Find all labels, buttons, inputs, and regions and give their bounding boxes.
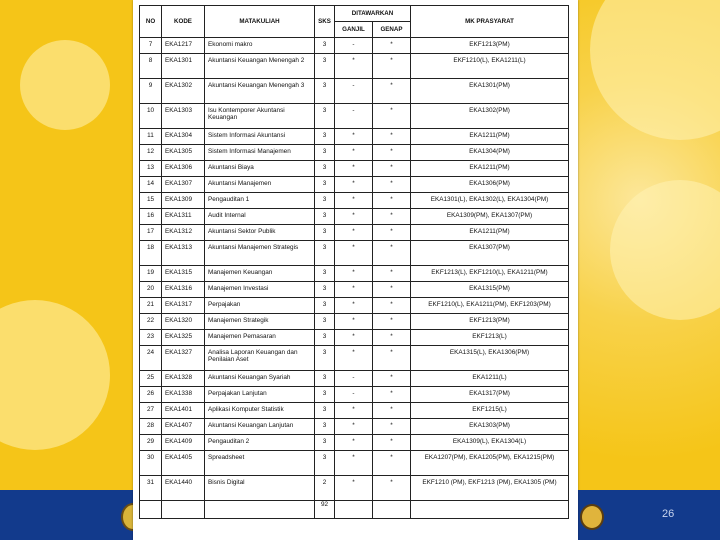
cell-matakuliah: Akuntansi Biaya [205,161,315,177]
cell-genap: * [373,298,411,314]
header-no: NO [140,6,162,38]
cell-ganjil: * [335,298,373,314]
cell-kode: EKA1320 [162,314,205,330]
header-ganjil: GANJIL [335,22,373,38]
cell-matakuliah: Isu Kontemporer Akuntansi Keuangan [205,104,315,129]
cell-prasyarat: EKA1211(PM) [411,225,569,241]
cell-sks: 3 [315,314,335,330]
cell-no: 27 [140,403,162,419]
cell-kode: EKA1401 [162,403,205,419]
cell-matakuliah: Manajemen Keuangan [205,266,315,282]
cell-sks: 3 [315,371,335,387]
cell-kode: EKA1316 [162,282,205,298]
cell-no: 21 [140,298,162,314]
cell-matakuliah: Aplikasi Komputer Statistik [205,403,315,419]
table-row [140,387,569,403]
cell-kode: EKA1327 [162,346,205,371]
cell-ganjil: * [335,209,373,225]
cell-matakuliah: Akuntansi Keuangan Lanjutan [205,419,315,435]
cell-no: 13 [140,161,162,177]
cell-sks: 3 [315,451,335,476]
cell-sks: 3 [315,241,335,266]
cell-genap: * [373,177,411,193]
table-row [140,435,569,451]
cell-prasyarat: EKA1306(PM) [411,177,569,193]
cell-kode: EKA1317 [162,298,205,314]
cell-ganjil: * [335,241,373,266]
cell-genap: * [373,346,411,371]
table-row [140,38,569,54]
cell-genap: * [373,435,411,451]
cell-ganjil: - [335,79,373,104]
cell-kode: EKA1304 [162,129,205,145]
cell-matakuliah: Akuntansi Manajemen Strategis [205,241,315,266]
cell-prasyarat: EKA1309(L), EKA1304(L) [411,435,569,451]
cell-no: 18 [140,241,162,266]
cell-matakuliah: Akuntansi Sektor Publik [205,225,315,241]
cell-genap: * [373,266,411,282]
cell-prasyarat: EKA1307(PM) [411,241,569,266]
cell-kode: EKA1312 [162,225,205,241]
cell-sks: 3 [315,54,335,79]
cell-genap: * [373,282,411,298]
decorative-flower [0,300,110,450]
header-kode: KODE [162,6,205,38]
cell-prasyarat: EKA1301(PM) [411,79,569,104]
cell-genap: * [373,419,411,435]
university-logo [580,504,604,530]
cell-kode: EKA1440 [162,476,205,501]
table-row [140,104,569,129]
cell-ganjil: * [335,435,373,451]
table-row [140,371,569,387]
cell-sks: 3 [315,79,335,104]
cell-ganjil: - [335,371,373,387]
cell-sks: 3 [315,104,335,129]
table-row [140,161,569,177]
course-table [139,5,569,519]
cell-prasyarat: EKA1315(L), EKA1306(PM) [411,346,569,371]
cell-ganjil: * [335,330,373,346]
cell-sks: 3 [315,346,335,371]
cell-sks: 3 [315,193,335,209]
cell-kode: EKA1309 [162,193,205,209]
cell-matakuliah: Ekonomi makro [205,38,315,54]
table-row [140,241,569,266]
cell-prasyarat: EKA1317(PM) [411,387,569,403]
header-ditawarkan: DITAWARKAN [335,6,411,22]
cell-sks: 3 [315,225,335,241]
cell-matakuliah: Perpajakan Lanjutan [205,387,315,403]
cell-genap: * [373,225,411,241]
cell-genap: * [373,161,411,177]
table-row [140,282,569,298]
table-row [140,209,569,225]
total-sks: 92 [315,501,335,519]
decorative-flower [610,180,720,320]
cell-ganjil: * [335,419,373,435]
cell-sks: 3 [315,177,335,193]
table-row [140,419,569,435]
cell-prasyarat: EKF1210(L), EKA1211(PM), EKF1203(PM) [411,298,569,314]
cell-genap: * [373,403,411,419]
table-row [140,193,569,209]
cell-no: 19 [140,266,162,282]
cell-matakuliah: Perpajakan [205,298,315,314]
cell-genap: * [373,476,411,501]
header-prasyarat: MK PRASYARAT [411,6,569,38]
cell-genap: * [373,104,411,129]
cell-no: 14 [140,177,162,193]
cell-prasyarat: EKA1302(PM) [411,104,569,129]
cell-sks: 3 [315,209,335,225]
cell-sks: 3 [315,282,335,298]
cell-prasyarat: EKF1213(PM) [411,314,569,330]
table-row [140,79,569,104]
cell-no: 17 [140,225,162,241]
cell-no: 9 [140,79,162,104]
table-row [140,298,569,314]
decorative-flower [590,0,720,140]
table-row [140,451,569,476]
cell-genap: * [373,371,411,387]
cell-no: 30 [140,451,162,476]
cell-ganjil: * [335,177,373,193]
cell-prasyarat: EKA1211(PM) [411,129,569,145]
cell-ganjil: * [335,193,373,209]
cell-sks: 3 [315,266,335,282]
cell-no: 12 [140,145,162,161]
cell-matakuliah: Analisa Laporan Keuangan dan Penilaian Aset [205,346,315,371]
cell-sks: 3 [315,419,335,435]
cell-genap: * [373,129,411,145]
cell-kode: EKA1407 [162,419,205,435]
cell-matakuliah: Akuntansi Keuangan Syariah [205,371,315,387]
header-genap: GENAP [373,22,411,38]
cell-genap: * [373,145,411,161]
cell-kode: EKA1311 [162,209,205,225]
table-row [140,403,569,419]
cell-ganjil: * [335,346,373,371]
cell-no: 28 [140,419,162,435]
cell-no: 24 [140,346,162,371]
cell-no: 16 [140,209,162,225]
cell-sks: 3 [315,145,335,161]
cell-no: 26 [140,387,162,403]
cell-no: 7 [140,38,162,54]
cell-prasyarat: EKA1211(L) [411,371,569,387]
cell-no: 31 [140,476,162,501]
cell-matakuliah: Sistem Informasi Akuntansi [205,129,315,145]
cell-sks: 3 [315,435,335,451]
cell-ganjil: - [335,387,373,403]
cell-genap: * [373,209,411,225]
cell-matakuliah: Manajemen Investasi [205,282,315,298]
cell-no: 25 [140,371,162,387]
cell-sks: 3 [315,403,335,419]
cell-matakuliah: Pengauditan 2 [205,435,315,451]
cell-ganjil: * [335,54,373,79]
cell-genap: * [373,330,411,346]
cell-matakuliah: Spreadsheet [205,451,315,476]
cell-prasyarat: EKA1315(PM) [411,282,569,298]
cell-kode: EKA1328 [162,371,205,387]
table-row [140,346,569,371]
cell-prasyarat: EKA1303(PM) [411,419,569,435]
cell-ganjil: * [335,129,373,145]
cell-no: 11 [140,129,162,145]
cell-ganjil: * [335,266,373,282]
cell-no: 8 [140,54,162,79]
cell-genap: * [373,193,411,209]
cell-matakuliah: Audit Internal [205,209,315,225]
cell-kode: EKA1405 [162,451,205,476]
table-row [140,476,569,501]
cell-matakuliah: Akuntansi Manajemen [205,177,315,193]
cell-genap: * [373,241,411,266]
cell-genap: * [373,314,411,330]
table-row [140,225,569,241]
total-row [140,501,569,519]
table-row [140,129,569,145]
cell-sks: 3 [315,129,335,145]
cell-kode: EKA1301 [162,54,205,79]
cell-sks: 3 [315,38,335,54]
cell-prasyarat: EKF1210(L), EKA1211(L) [411,54,569,79]
cell-matakuliah: Pengauditan 1 [205,193,315,209]
cell-matakuliah: Akuntansi Keuangan Menengah 2 [205,54,315,79]
cell-kode: EKA1306 [162,161,205,177]
cell-prasyarat: EKF1213(L) [411,330,569,346]
cell-prasyarat: EKA1301(L), EKA1302(L), EKA1304(PM) [411,193,569,209]
cell-prasyarat: EKA1207(PM), EKA1205(PM), EKA1215(PM) [411,451,569,476]
cell-ganjil: * [335,282,373,298]
cell-genap: * [373,387,411,403]
cell-matakuliah: Manajemen Strategik [205,314,315,330]
cell-ganjil: * [335,451,373,476]
cell-kode: EKA1217 [162,38,205,54]
cell-no: 23 [140,330,162,346]
header-sks: SKS [315,6,335,38]
cell-sks: 3 [315,161,335,177]
cell-genap: * [373,451,411,476]
cell-no: 15 [140,193,162,209]
cell-ganjil: * [335,476,373,501]
cell-prasyarat: EKF1213(PM) [411,38,569,54]
cell-prasyarat: EKF1213(L), EKF1210(L), EKA1211(PM) [411,266,569,282]
cell-no: 22 [140,314,162,330]
cell-matakuliah: Bisnis Digital [205,476,315,501]
table-row [140,314,569,330]
slide-number: 26 [662,508,675,520]
cell-ganjil: * [335,314,373,330]
table-row [140,330,569,346]
document-page [133,0,578,540]
cell-no: 29 [140,435,162,451]
cell-kode: EKA1409 [162,435,205,451]
cell-kode: EKA1302 [162,79,205,104]
cell-prasyarat: EKF1215(L) [411,403,569,419]
header-matakuliah: MATAKULIAH [205,6,315,38]
table-row [140,145,569,161]
cell-kode: EKA1325 [162,330,205,346]
decorative-flower [20,40,110,130]
cell-ganjil: * [335,161,373,177]
table-row [140,54,569,79]
cell-sks: 2 [315,476,335,501]
cell-sks: 3 [315,387,335,403]
cell-kode: EKA1338 [162,387,205,403]
cell-matakuliah: Sistem Informasi Manajemen [205,145,315,161]
cell-sks: 3 [315,330,335,346]
cell-genap: * [373,54,411,79]
cell-matakuliah: Akuntansi Keuangan Menengah 3 [205,79,315,104]
cell-ganjil: - [335,38,373,54]
cell-prasyarat: EKF1210 (PM), EKF1213 (PM), EKA1305 (PM) [411,476,569,501]
cell-genap: * [373,38,411,54]
cell-genap: * [373,79,411,104]
cell-ganjil: - [335,104,373,129]
cell-ganjil: * [335,145,373,161]
cell-kode: EKA1315 [162,266,205,282]
cell-kode: EKA1305 [162,145,205,161]
cell-kode: EKA1303 [162,104,205,129]
cell-kode: EKA1307 [162,177,205,193]
cell-kode: EKA1313 [162,241,205,266]
cell-matakuliah: Manajemen Pemasaran [205,330,315,346]
cell-ganjil: * [335,225,373,241]
cell-sks: 3 [315,298,335,314]
cell-no: 10 [140,104,162,129]
cell-ganjil: * [335,403,373,419]
cell-no: 20 [140,282,162,298]
table-row [140,177,569,193]
cell-prasyarat: EKA1309(PM), EKA1307(PM) [411,209,569,225]
cell-prasyarat: EKA1211(PM) [411,161,569,177]
cell-prasyarat: EKA1304(PM) [411,145,569,161]
table-row [140,266,569,282]
